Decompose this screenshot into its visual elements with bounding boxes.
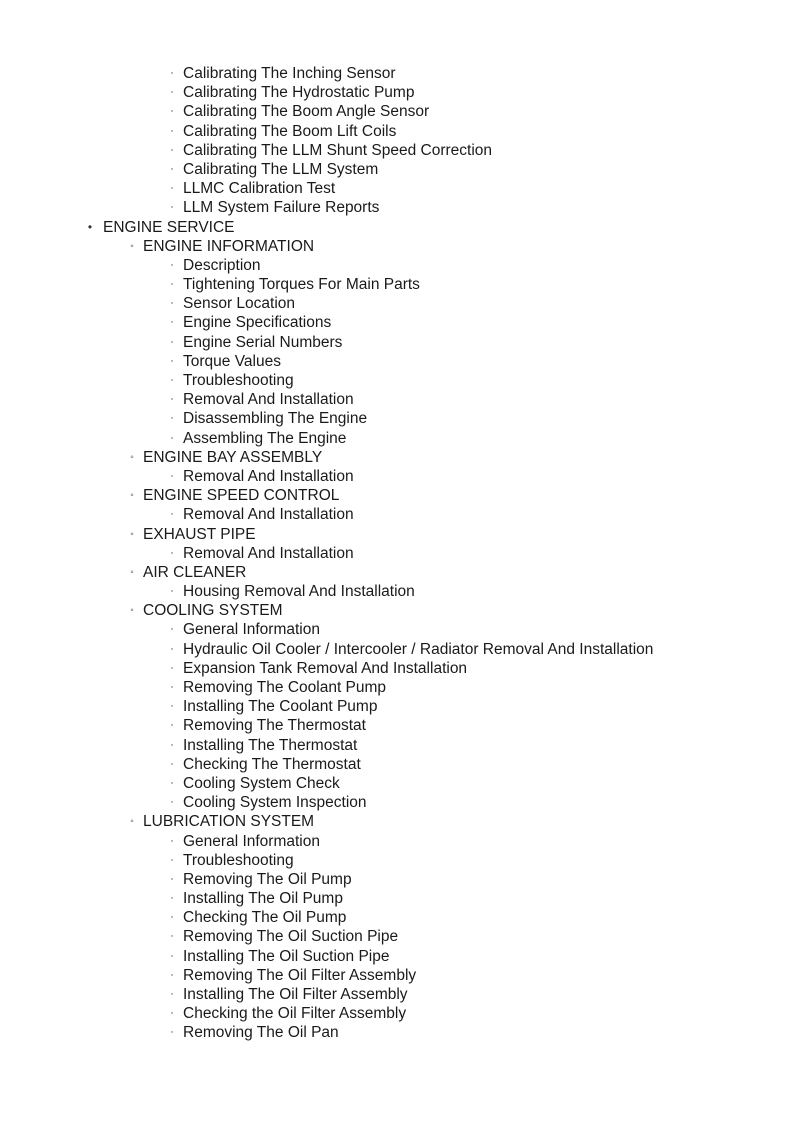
outline-item-label: LLM System Failure Reports	[183, 199, 380, 217]
bullet-marker: ▫	[170, 434, 174, 442]
bullet-marker: ▫	[170, 415, 174, 423]
outline-item-label: Engine Serial Numbers	[183, 333, 343, 351]
outline-item-label: Calibrating The Boom Angle Sensor	[183, 103, 430, 121]
outline-item-label: Removal And Installation	[183, 391, 354, 409]
bullet-marker: ▫	[170, 261, 174, 269]
bullet-marker: ▫	[170, 1029, 174, 1037]
outline-item-label: Assembling The Engine	[183, 429, 347, 447]
outline-item-level-3	[0, 640, 794, 659]
outline-item-level-2	[0, 237, 794, 256]
bullet-marker: ▫	[170, 684, 174, 691]
outline-item-level-3	[0, 467, 794, 486]
outline-item-label: Removal And Installation	[183, 506, 354, 524]
bullet-marker: ▫	[170, 626, 174, 634]
outline-item-label: Removing The Thermostat	[183, 717, 366, 735]
outline-item-label: ENGINE SERVICE	[103, 218, 235, 236]
bullet-marker: ▫	[170, 856, 174, 864]
bullet-marker: ▫	[170, 511, 174, 519]
outline-item-level-3	[0, 832, 794, 851]
outline-item-level-3	[0, 736, 794, 755]
bullet-marker: ▫	[170, 895, 174, 903]
bullet-marker: ▫	[170, 741, 174, 749]
outline-item-level-3	[0, 141, 794, 160]
outline-item-level-3	[0, 256, 794, 275]
outline-item-label: Checking the Oil Filter Assembly	[183, 1005, 407, 1023]
bullet-marker: ▫	[170, 396, 174, 404]
outline-item-label: Calibrating The Boom Lift Coils	[183, 122, 397, 140]
outline-item-level-3	[0, 160, 794, 179]
outline-item-label: Housing Removal And Installation	[183, 583, 415, 601]
outline-item-label: Removal And Installation	[183, 544, 354, 562]
outline-item-level-3	[0, 294, 794, 313]
bullet-marker: ▫	[170, 971, 174, 979]
outline-item-label: Removing The Oil Pump	[183, 870, 352, 888]
outline-item-level-3	[0, 985, 794, 1004]
bullet-marker: ▫	[170, 952, 174, 960]
bullet-marker: ▫	[170, 165, 174, 173]
bullet-marker: ▫	[170, 204, 174, 212]
bullet-marker: ▫	[170, 89, 174, 97]
outline-item-label: LLMC Calibration Test	[183, 180, 336, 198]
outline-item-label: Hydraulic Oil Cooler / Intercooler / Radiator Removal And Installation	[183, 640, 654, 658]
bullet-marker: ◦	[130, 816, 134, 828]
outline-item-label: Cooling System Inspection	[183, 794, 367, 812]
outline-item-level-3	[0, 966, 794, 985]
outline-item-label: Troubleshooting	[183, 372, 294, 389]
outline-item-level-3	[0, 122, 794, 141]
bullet-marker: ▫	[170, 108, 174, 116]
bullet-marker: ▫	[170, 300, 174, 308]
outline-item-level-3	[0, 390, 794, 409]
outline-item-level-3	[0, 333, 794, 352]
outline-item-label: Calibrating The LLM Shunt Speed Correction	[183, 141, 493, 159]
outline-item-label: COOLING SYSTEM	[143, 602, 283, 620]
bullet-marker: ◦	[130, 451, 134, 463]
outline-item-level-3	[0, 947, 794, 966]
outline-item-level-3	[0, 582, 794, 601]
bullet-marker: ▫	[170, 146, 174, 154]
outline-item-label: Installing The Oil Suction Pipe	[183, 947, 390, 965]
outline-item-label: Calibrating The Inching Sensor	[183, 65, 396, 82]
bullet-marker: ▫	[170, 760, 174, 768]
bullet-marker: ▫	[170, 319, 174, 327]
outline-item-level-3	[0, 371, 794, 390]
outline-item-label: ENGINE SPEED CONTROL	[143, 487, 340, 505]
outline-item-label: Checking The Oil Pump	[183, 909, 347, 927]
outline-item-level-3	[0, 889, 794, 908]
outline-item-level-2	[0, 525, 794, 544]
bullet-marker: ◦	[130, 490, 134, 502]
outline-item-label: Cooling System Check	[183, 774, 340, 792]
bullet-marker: ◦	[130, 605, 134, 617]
outline-item-label: ENGINE BAY ASSEMBLY	[143, 448, 323, 466]
outline-item-label: LUBRICATION SYSTEM	[143, 813, 315, 831]
bullet-marker: ▫	[170, 991, 174, 998]
bullet-marker: •	[87, 219, 93, 234]
outline-item-label: Installing The Thermostat	[183, 736, 358, 754]
bullet-marker: ▫	[170, 338, 174, 346]
outline-item-label: Engine Specifications	[183, 314, 332, 332]
outline-item-label: Removing The Oil Suction Pipe	[183, 928, 399, 946]
outline-item-label: General Information	[183, 832, 320, 850]
outline-item-level-3	[0, 505, 794, 524]
outline-item-label: Description	[183, 256, 261, 274]
bullet-marker: ▫	[170, 703, 174, 711]
outline-item-level-3	[0, 716, 794, 735]
outline-item-level-3	[0, 275, 794, 294]
outline-item-label: Removing The Oil Pan	[183, 1024, 339, 1042]
bullet-marker: ◦	[130, 240, 134, 252]
outline-item-level-2	[0, 601, 794, 620]
bullet-marker: ▫	[170, 70, 174, 77]
outline-item-level-3	[0, 697, 794, 716]
bullet-marker: ▫	[170, 664, 174, 672]
outline-item-label: AIR CLEANER	[143, 563, 247, 581]
outline-item-level-3	[0, 1004, 794, 1023]
outline-item-level-2	[0, 486, 794, 505]
outline-item-level-3	[0, 927, 794, 946]
outline-item-label: Installing The Coolant Pump	[183, 698, 378, 716]
outline-item-label: Disassembling The Engine	[183, 410, 368, 428]
outline-item-label: Checking The Thermostat	[183, 755, 361, 773]
outline-item-label: Installing The Oil Pump	[183, 890, 343, 908]
outline-item-label: ENGINE INFORMATION	[143, 237, 315, 255]
outline-item-label: Calibrating The Hydrostatic Pump	[183, 84, 415, 102]
outline-item-level-3	[0, 313, 794, 332]
bullet-marker: ▫	[170, 588, 174, 596]
bullet-marker: ▫	[170, 779, 174, 787]
bullet-marker: ▫	[170, 722, 174, 730]
outline-item-level-3	[0, 659, 794, 678]
outline-item-label: Sensor Location	[183, 295, 296, 313]
bullet-marker: ▫	[170, 357, 174, 365]
outline-item-level-3	[0, 198, 794, 217]
bullet-marker: ▫	[170, 933, 174, 941]
outline-item-level-3	[0, 793, 794, 812]
outline-item-label: Expansion Tank Removal And Installation	[183, 659, 468, 677]
outline-item-level-3	[0, 774, 794, 793]
bullet-marker: ◦	[130, 566, 134, 578]
outline-item-level-3	[0, 544, 794, 563]
outline-item-label: Tightening Torques For Main Parts	[183, 276, 420, 294]
document-outline	[0, 64, 794, 1043]
outline-item-label: Torque Values	[183, 352, 281, 370]
bullet-marker: ▫	[170, 377, 174, 384]
outline-item-level-3	[0, 678, 794, 697]
outline-item-level-2	[0, 563, 794, 582]
outline-item-level-3	[0, 851, 794, 870]
outline-item-level-3	[0, 908, 794, 927]
outline-item-level-3	[0, 64, 794, 83]
outline-item-level-3	[0, 352, 794, 371]
bullet-marker: ▫	[170, 1010, 174, 1018]
bullet-marker: ▫	[170, 914, 174, 922]
outline-item-label: Troubleshooting	[183, 851, 294, 869]
outline-item-label: Installing The Oil Filter Assembly	[183, 986, 408, 1003]
outline-item-level-3	[0, 870, 794, 889]
bullet-marker: ▫	[170, 645, 174, 653]
bullet-marker: ▫	[170, 549, 174, 557]
outline-item-level-3	[0, 409, 794, 428]
outline-item-level-3	[0, 102, 794, 121]
outline-item-level-2	[0, 448, 794, 467]
outline-item-label: General Information	[183, 621, 320, 639]
outline-item-level-3	[0, 620, 794, 639]
outline-item-level-1	[0, 218, 794, 237]
outline-item-level-3	[0, 1023, 794, 1042]
outline-item-level-3	[0, 83, 794, 102]
outline-item-level-2	[0, 812, 794, 831]
bullet-marker: ▫	[170, 799, 174, 807]
outline-item-label: Removal And Installation	[183, 467, 354, 485]
outline-item-label: Removing The Coolant Pump	[183, 679, 387, 696]
bullet-marker: ▫	[170, 127, 174, 135]
outline-item-level-3	[0, 179, 794, 198]
bullet-marker: ▫	[170, 472, 174, 480]
bullet-marker: ▫	[170, 185, 174, 193]
outline-item-level-3	[0, 429, 794, 448]
bullet-marker: ▫	[170, 875, 174, 883]
outline-item-label: EXHAUST PIPE	[143, 525, 256, 543]
outline-item-level-3	[0, 755, 794, 774]
outline-item-label: Removing The Oil Filter Assembly	[183, 966, 417, 984]
outline-item-label: Calibrating The LLM System	[183, 160, 379, 178]
bullet-marker: ▫	[170, 837, 174, 845]
bullet-marker: ▫	[170, 281, 174, 289]
bullet-marker: ◦	[130, 528, 134, 540]
